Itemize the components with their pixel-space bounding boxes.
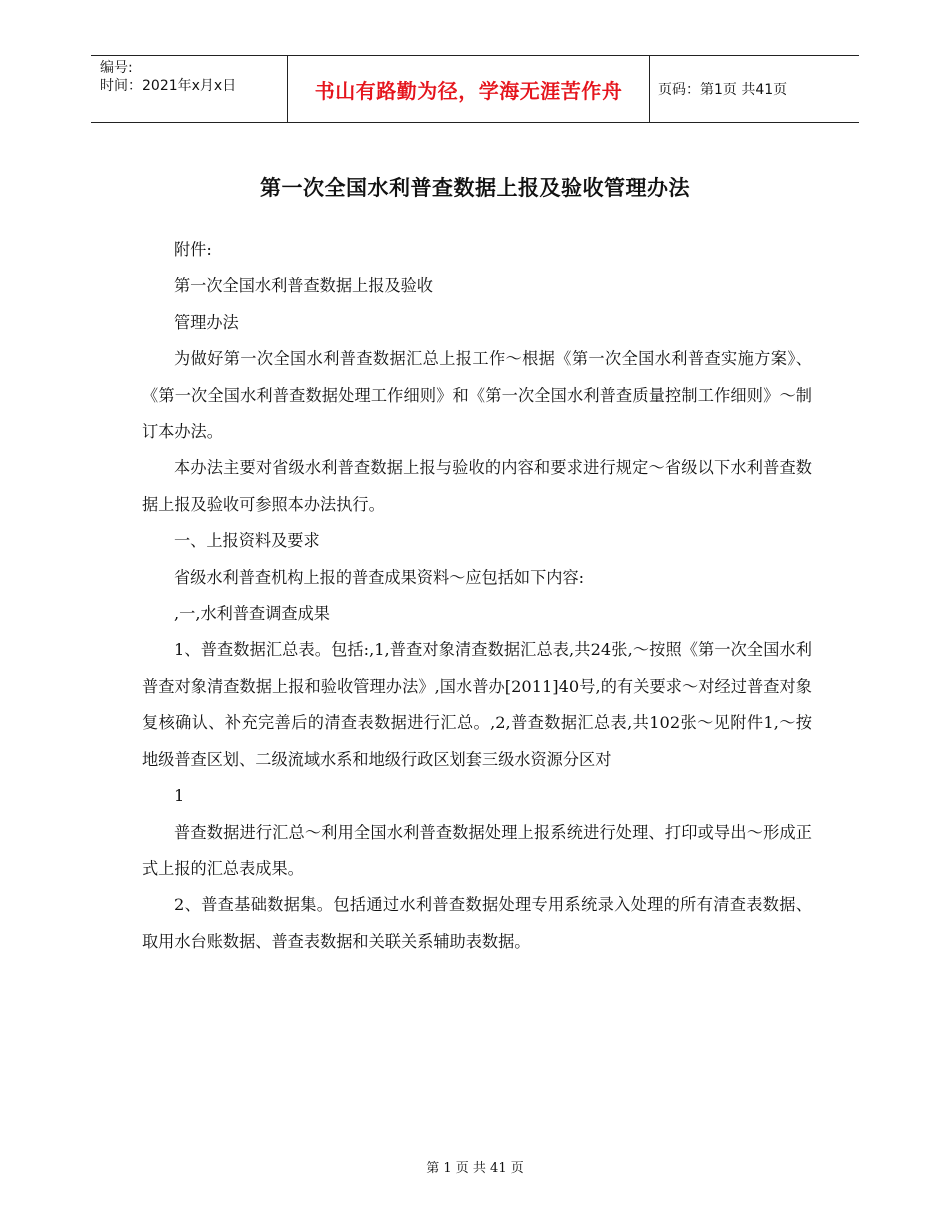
paragraph: 2、普查基础数据集。包括通过水利普查数据处理专用系统录入处理的所有清查表数据、取用水台账数据、普查表数据和关联关系辅助表数据。 (142, 895, 812, 951)
paragraph: 第一次全国水利普查数据上报及验收 (174, 276, 433, 296)
subsection-heading: ,一,水利普查调查成果 (174, 604, 330, 624)
time-label: 时间：2021年x月x日 (100, 78, 237, 94)
paragraph: 本办法主要对省级水利普查数据上报与验收的内容和要求进行规定～省级以下水利普查数据上报及验收可参照本办法执行。 (142, 458, 812, 514)
paragraph: 1、普查数据汇总表。包括:,1,普查对象清查数据汇总表,共24张,～按照《第一次全国水利普查对象清查数据上报和验收管理办法》,国水普办[2011]40号,的有关要求～对经过普查对象复核确认、补充完善后的清查表数据进行汇总。,2,普查数据汇总表,共102张～见附件1,～按地级普查区划、二级流域水系和地级行政区划套三级水资源分区对 (142, 640, 812, 769)
motto-text: 书山有路勤为径，学海无涯苦作舟 (314, 78, 623, 103)
section-heading: 一、上报资料及要求 (174, 531, 320, 551)
document-title: 第一次全国水利普查数据上报及验收管理办法 (260, 176, 690, 200)
source-page-number: 1 (174, 786, 185, 806)
paragraph: 省级水利普查机构上报的普查成果资料～应包括如下内容: (174, 567, 585, 587)
page-header (91, 55, 859, 123)
paragraph: 管理办法 (174, 312, 239, 332)
page-footer: 第 1 页 共 41 页 (426, 1161, 524, 1176)
paragraph: 普查数据进行汇总～利用全国水利普查数据处理上报系统进行处理、打印或导出～形成正式上报的汇总表成果。 (142, 822, 812, 878)
document-body (142, 232, 812, 960)
serial-label: 编号: (100, 60, 133, 76)
paragraph: 为做好第一次全国水利普查数据汇总上报工作～根据《第一次全国水利普查实施方案》、《第一次全国水利普查数据处理工作细则》和《第一次全国水利普查质量控制工作细则》～制订本办法。 (142, 349, 812, 442)
page-info: 页码：第1页 共41页 (658, 82, 788, 98)
header-motto-cell (287, 56, 650, 122)
paragraph: 附件: (174, 240, 212, 259)
header-meta (91, 56, 287, 122)
header-page-cell (650, 56, 859, 122)
